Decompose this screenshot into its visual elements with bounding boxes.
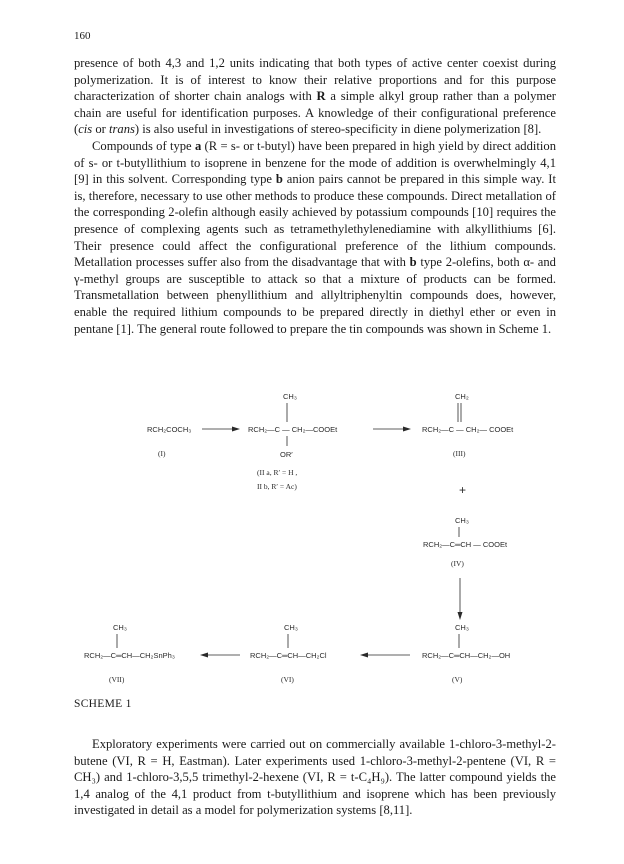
text-run: ) is also useful in investigations of stereo-specificity in diene polymerization [8]. bbox=[134, 122, 542, 137]
compound-6-number: (VI) bbox=[281, 675, 294, 684]
arrow-5-6-head bbox=[360, 653, 368, 658]
compound-7-top: CH₃ bbox=[113, 623, 127, 632]
text-run: presence of both 4,3 and 1,2 units indicating that both types of active center coexist during polymerization. It is of interest to know their relative proportions and for this purpose characterization of shorter chain analogs with bbox=[74, 56, 556, 104]
text-run: (R = s- or t-butyl) have been prepared in high yield by direct addition of s- or t-butyllithium to isoprene in benzene for the mode of addition is overwhelmingly 4,1 [9] in this solvent. Corresponding type bbox=[74, 138, 556, 187]
compound-2-variant-b: II b, R′ = Ac) bbox=[257, 482, 297, 491]
text-run: a bbox=[194, 138, 202, 153]
paragraph bbox=[74, 736, 556, 819]
compound-3-number: (III) bbox=[453, 449, 466, 458]
compound-5-number: (V) bbox=[452, 675, 463, 684]
text-run: type 2-olefins, both α- and γ-methyl groups are susceptible to attack so that a mixture of products can be formed. Transmetallation between phenyllithium and allyltriphenyltin compounds does, however, enable the required lithium compounds to be prepared directly in diethyl ether or even in pentane [1]. The general route followed to prepare the tin compounds was shown in Scheme 1. bbox=[74, 255, 556, 336]
body-text-top bbox=[74, 55, 556, 337]
compound-2-top: CH₃ bbox=[283, 392, 297, 401]
compound-2-substituent: OR′ bbox=[280, 450, 293, 459]
compound-7-number: (VII) bbox=[109, 675, 125, 684]
compound-5-top: CH₃ bbox=[455, 623, 469, 632]
text-run: anion pairs cannot be prepared in this simple way. It is, therefore, necessary to use other methods to produce these compounds. Direct metallation of the corresponding 2-olefin although easily achieved by potassium compounds [10] requires the presence of complexing agents such as tetramethylethylenediamine with alkyllithiums [6]. Their presence could affect the configurational preference of the lithium compounds. Metallation processes suffer also from the disadvantage that with bbox=[74, 172, 556, 270]
text-run: a simple alkyl group rather than a polymer chain are useful for identification purposes. A knowledge of their configurational preference ( bbox=[74, 89, 556, 137]
text-run: Compounds of type bbox=[92, 138, 195, 153]
compound-1-number: (I) bbox=[158, 449, 166, 458]
text-run: trans bbox=[109, 122, 135, 137]
scheme-caption: SCHEME 1 bbox=[74, 698, 132, 710]
text-run: b bbox=[275, 172, 283, 187]
compound-6-top: CH₃ bbox=[284, 623, 298, 632]
paragraph bbox=[74, 55, 556, 138]
compound-2-formula: RCH₂—C — CH₂—COOEt bbox=[248, 425, 338, 434]
body-text-bottom bbox=[74, 736, 556, 819]
paragraph bbox=[74, 138, 556, 337]
compound-4-top: CH₃ bbox=[455, 516, 469, 525]
compound-2-variant-a: (II a, R′ = H , bbox=[257, 468, 298, 477]
compound-3-top: CH₂ bbox=[455, 392, 469, 401]
text-run: cis bbox=[78, 122, 93, 137]
compound-1-formula: RCH₂COCH₃ bbox=[147, 425, 192, 434]
arrow-2-3-head bbox=[403, 427, 411, 432]
arrow-4-5-head bbox=[458, 612, 463, 620]
page-number: 160 bbox=[74, 30, 91, 42]
compound-4-formula: RCH₂—C═CH — COOEt bbox=[423, 540, 508, 549]
compound-4-number: (IV) bbox=[451, 559, 464, 568]
text-run: b bbox=[409, 255, 417, 270]
compound-7-formula: RCH₂—C═CH—CH₂SnPh₃ bbox=[84, 651, 175, 660]
arrow-6-7-head bbox=[200, 653, 208, 658]
text-run: Exploratory experiments were carried out on commercially available 1-chloro-3-methyl-2-butene (VI, R = H, Eastman). Later experiments used 1-chloro-3-methyl-2-pentene (VI, R = CH₃) and 1-chloro-3,5,5 trimethyl-2-hexene (VI, R = t-C₄H₉). The latter compound yields the 1,4 analog of the 4,1 product from t-butyllithium and isoprene which has been previously investigated in detail as a model for polymerization systems [8,11]. bbox=[74, 737, 556, 818]
arrow-1-2-head bbox=[232, 427, 240, 432]
text-run: or bbox=[92, 122, 109, 137]
plus-sign: + bbox=[459, 483, 467, 497]
text-run: R bbox=[316, 89, 326, 104]
compound-3-formula: RCH₂—C — CH₂— COOEt bbox=[422, 425, 514, 434]
compound-5-formula: RCH₂—C═CH—CH₂—OH bbox=[422, 651, 511, 660]
compound-6-formula: RCH₂—C═CH—CH₂Cl bbox=[250, 651, 327, 660]
